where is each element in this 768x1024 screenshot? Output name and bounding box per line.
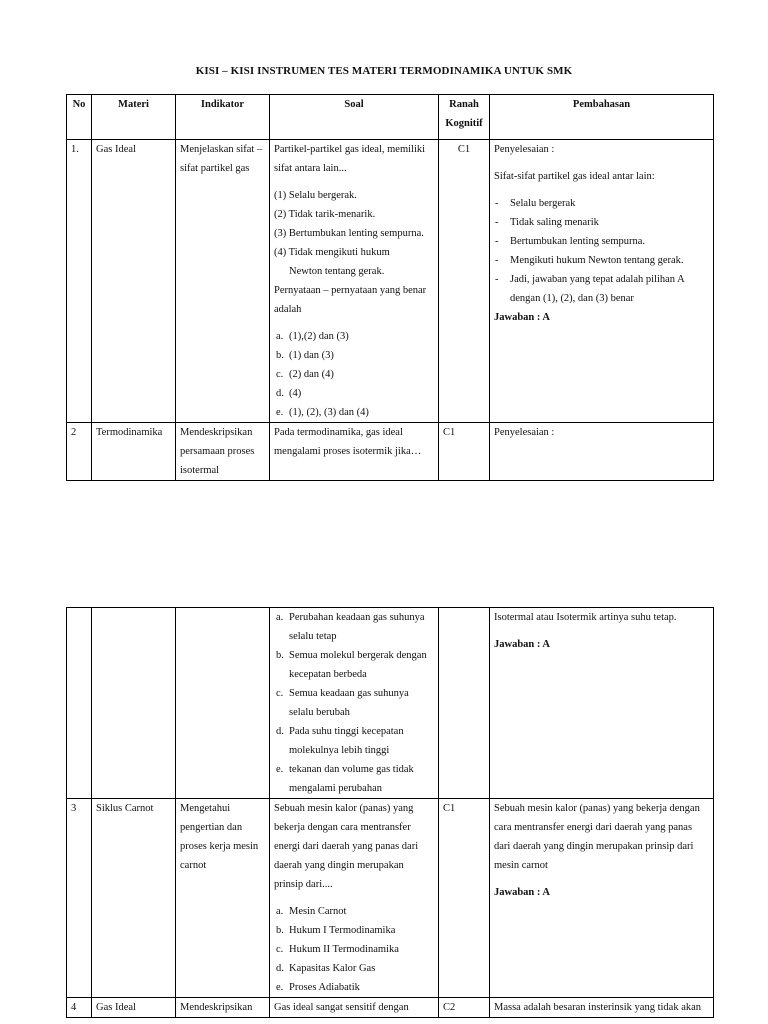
row-pembahasan <box>490 140 714 423</box>
option-a: a. (1),(2) dan (3) <box>276 331 349 342</box>
row-indikator: Mendeskripsikan <box>176 998 270 1018</box>
option-a: a. Perubahan keadaan gas suhunya selalu tetap <box>276 612 425 642</box>
option-d: d. (4) <box>276 388 302 399</box>
header-ranah <box>439 95 490 140</box>
pembahasan-heading: Penyelesaian : <box>494 144 555 155</box>
row-ranah <box>439 608 490 799</box>
table-row <box>67 140 714 423</box>
header-ranah-line1: Ranah <box>449 99 479 110</box>
row-pembahasan <box>490 799 714 998</box>
row-indikator: Menjelaskan sifat – sifat partikel gas <box>176 140 270 423</box>
header-materi: Materi <box>92 95 176 140</box>
statement-3: (3) Bertumbukan lenting sempurna. <box>274 228 424 239</box>
jawaban: Jawaban : A <box>494 887 551 898</box>
row-no <box>67 608 92 799</box>
option-b: b. Semua molekul bergerak dengan kecepatan berbeda <box>276 650 427 680</box>
option-b: b. Hukum I Termodinamika <box>276 925 396 936</box>
row-soal <box>270 799 439 998</box>
statement-2: (2) Tidak tarik-menarik. <box>274 209 376 220</box>
row-soal <box>270 608 439 799</box>
statement-4: (4) Tidak mengikuti hukum <box>274 247 390 258</box>
row-pembahasan <box>490 608 714 799</box>
row-materi <box>92 608 176 799</box>
row-indikator: Mendeskripsikan persamaan proses isotermal <box>176 423 270 481</box>
pembahasan-text: Isotermal atau Isotermik artinya suhu tetap. <box>494 612 677 623</box>
table-row <box>67 608 714 799</box>
row-materi: Gas Ideal <box>92 998 176 1018</box>
table-row <box>67 998 714 1018</box>
jawaban: Jawaban : A <box>494 639 551 650</box>
header-indikator: Indikator <box>176 95 270 140</box>
soal-intro: Sebuah mesin kalor (panas) yang bekerja dengan cara mentransfer energi dari daerah yang panas dari daerah yang dingin merupakan prinsip dari.... <box>274 803 419 890</box>
option-d: d. Kapasitas Kalor Gas <box>276 963 376 974</box>
jawaban: Jawaban : A <box>494 312 551 323</box>
statement-1: (1) Selalu bergerak. <box>274 190 357 201</box>
row-soal <box>270 140 439 423</box>
row-pembahasan: Massa adalah besaran insterinsik yang tidak akan <box>490 998 714 1018</box>
pembahasan-point: - Selalu bergerak <box>495 198 576 209</box>
option-e: e. (1), (2), (3) dan (4) <box>276 407 369 418</box>
row-ranah: C1 <box>439 799 490 998</box>
row-ranah: C2 <box>439 998 490 1018</box>
pembahasan-intro: Sifat-sifat partikel gas ideal antar lain: <box>494 171 655 182</box>
row-materi: Siklus Carnot <box>92 799 176 998</box>
row-materi: Termodinamika <box>92 423 176 481</box>
pembahasan-text: Sebuah mesin kalor (panas) yang bekerja dengan cara mentransfer energi dari daerah yang panas dari daerah yang dingin merupakan prinsip dari mesin carnot <box>494 803 700 871</box>
pembahasan-point: - Jadi, jawaban yang tepat adalah pilihan A dengan (1), (2), dan (3) benar <box>495 274 685 304</box>
row-materi: Gas Ideal <box>92 140 176 423</box>
header-ranah-line2: Kognitif <box>445 118 483 129</box>
statement-4-cont: Newton tentang gerak. <box>289 266 385 277</box>
row-soal: Gas ideal sangat sensitif dengan <box>270 998 439 1018</box>
option-a: a. Mesin Carnot <box>276 906 347 917</box>
row-pembahasan: Penyelesaian : <box>490 423 714 481</box>
pembahasan-point: - Bertumbukan lenting sempurna. <box>495 236 646 247</box>
option-list <box>274 902 434 997</box>
pembahasan-point: - Tidak saling menarik <box>495 217 599 228</box>
table-header-row <box>67 95 714 140</box>
soal-question: Pernyataan – pernyataan yang benar adalah <box>274 285 427 315</box>
row-indikator: Mengetahui pengertian dan proses kerja mesin carnot <box>176 799 270 998</box>
row-ranah: C1 <box>439 140 490 423</box>
header-soal: Soal <box>270 95 439 140</box>
row-no: 2 <box>67 423 92 481</box>
table-row <box>67 423 714 481</box>
option-d: d. Pada suhu tinggi kecepatan molekulnya lebih tinggi <box>276 726 404 756</box>
soal-intro: Partikel-partikel gas ideal, memiliki sifat antara lain... <box>274 144 426 174</box>
option-list <box>274 608 434 798</box>
row-ranah: C1 <box>439 423 490 481</box>
option-c: c. Semua keadaan gas suhunya selalu berubah <box>276 688 409 718</box>
option-list <box>274 327 434 422</box>
row-no: 3 <box>67 799 92 998</box>
option-b: b. (1) dan (3) <box>276 350 334 361</box>
option-c: c. Hukum II Termodinamika <box>276 944 399 955</box>
page-title: KISI – KISI INSTRUMEN TES MATERI TERMODINAMIKA UNTUK SMK <box>195 65 573 77</box>
header-no: No <box>67 95 92 140</box>
row-soal: Pada termodinamika, gas ideal mengalami proses isotermik jika… <box>270 423 439 481</box>
kisi-table-continued <box>66 607 714 1018</box>
pembahasan-list <box>494 194 709 308</box>
header-pembahasan: Pembahasan <box>490 95 714 140</box>
option-e: e. tekanan dan volume gas tidak mengalami perubahan <box>276 764 414 794</box>
option-e: e. Proses Adiabatik <box>276 982 360 993</box>
row-no: 1. <box>67 140 92 423</box>
table-row <box>67 799 714 998</box>
row-no: 4 <box>67 998 92 1018</box>
option-c: c. (2) dan (4) <box>276 369 334 380</box>
row-indikator <box>176 608 270 799</box>
pembahasan-point: - Mengikuti hukum Newton tentang gerak. <box>495 255 684 266</box>
kisi-table <box>66 94 714 481</box>
